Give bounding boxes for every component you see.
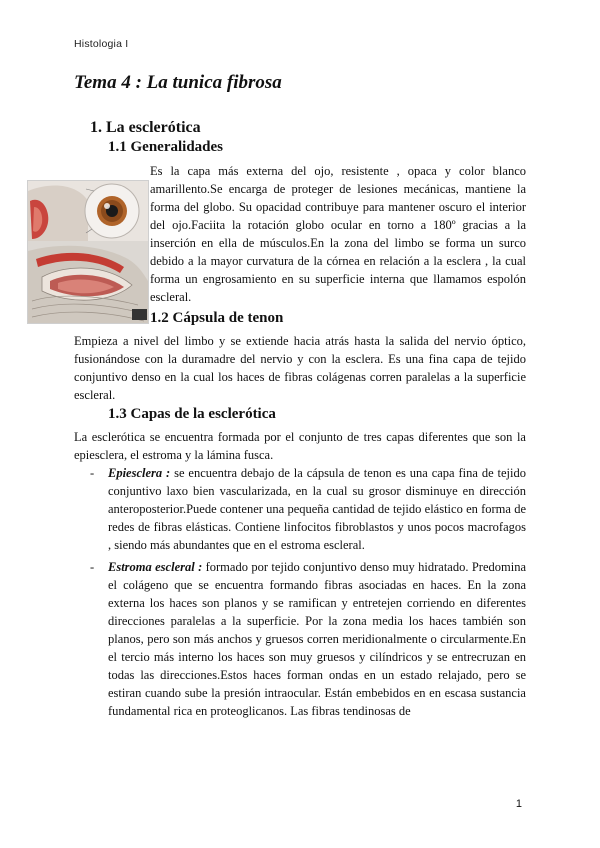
layers-list	[74, 464, 526, 724]
definition-estroma: formado por tejido conjuntivo denso muy hidratado. Predomina el colágeno que se encuentra formando fibras asociadas en haces. En la zona externa los haces son planos y se ramifican y entretejen corriendo en diferentes direcciones paralelas a la superficie. Por la zona media los haces también son planos, pero son más anchos y gruesos corren meridionalmente o circularmente.En el tercio más interno los haces son muy gruesos y cilíndricos y se entrecruzan en todas las direcciones.Estos haces forman ondas en un estado relajado, pero se estiran cuando sube la presión intraocular. Están embebidos en en escasa sustancia fundamental rica en proteoglicanos. Las fibras tendinosas de	[108, 560, 526, 718]
bullet-dash: -	[90, 466, 95, 480]
subsection-heading-capsula: 1.2 Cápsula de tenon	[150, 310, 284, 326]
definition-epiesclera: se encuentra debajo de la cápsula de tenon es una capa fina de tejido conjuntivo laxo bien vascularizada, en la cual su grosor disminuye en dirección anteroposterior.Puede contener una pequeña cantidad de tejido elástico en forma de redes de fibras elásticas. Contiene linfocitos fibroblastos y unos pocos macrofagos , siendo más abundantes que en el estroma escleral.	[108, 466, 526, 552]
eye-diagram-svg	[28, 181, 148, 323]
term-epiesclera: Epiesclera :	[108, 466, 171, 480]
subsection-heading-capas: 1.3 Capas de la esclerótica	[108, 406, 276, 422]
section-heading: 1. La esclerótica	[90, 119, 201, 136]
paragraph-capsula: Empieza a nivel del limbo y se extiende hacia atrás hasta la salida del nervio óptico, fusionándose con la duramadre del nervio y con la esclera. Es una fina capa de tejido conjuntivo denso en la cual los haces de fibras colágenas corren paralelas a la superficie escleral.	[74, 334, 526, 402]
paragraph-capas-intro: La esclerótica se encuentra formada por el conjunto de tres capas diferentes que son la epiesclera, el estroma y la lámina fusca.	[74, 430, 526, 462]
eye-anatomy-illustration	[27, 180, 149, 324]
page-number: 1	[515, 798, 522, 810]
page-title: Tema 4 : La tunica fibrosa	[74, 72, 282, 93]
paragraph-generalidades: Es la capa más externa del ojo, resistente , opaca y color blanco amarillento.Se encarga de proteger de lesiones mecánicas, mantiene la forma del globo. Su opacidad contribuye para mantener oscuro el interior del ojo.Faciita la rotación globo ocular en torno a 180º gracias a la inserción en ella de músculos.En la zona del limbo se forma un surco debido a la mayor curvatura de la córnea en relación a la esclera , la cual forma un engrosamiento en su superficie interna que llamamos espolón escleral.	[150, 164, 526, 304]
subsection-heading-generalidades: 1.1 Generalidades	[108, 139, 223, 155]
bullet-dash: -	[90, 560, 95, 574]
running-header: Histologia I	[74, 38, 129, 50]
list-item-estroma	[74, 558, 526, 720]
term-estroma: Estroma escleral :	[108, 560, 203, 574]
list-item-epiesclera	[74, 464, 526, 554]
